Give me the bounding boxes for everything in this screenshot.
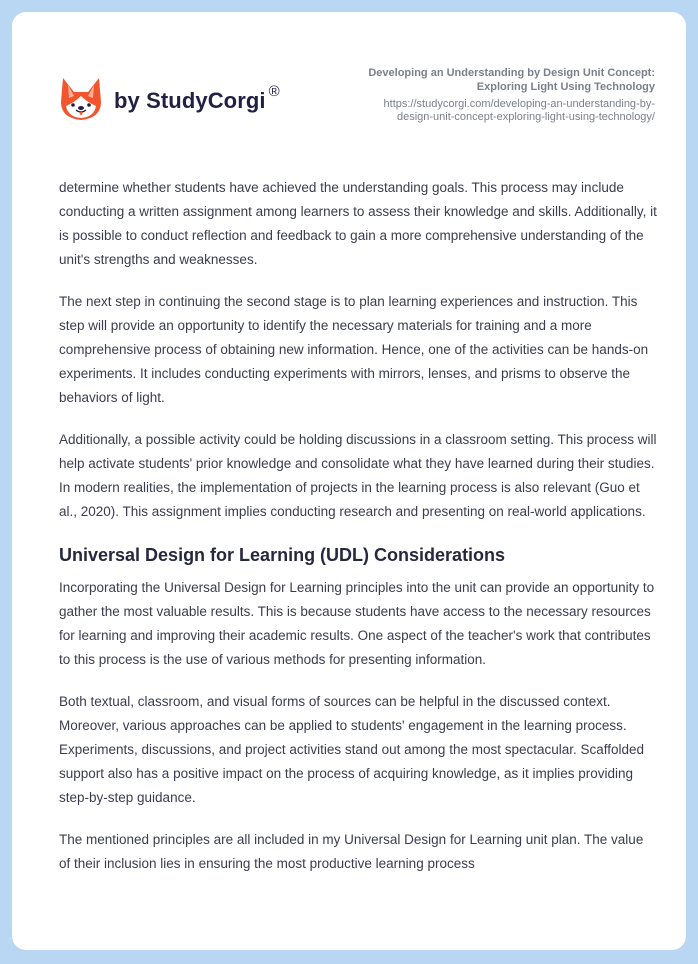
paragraph: Incorporating the Universal Design for Learning principles into the unit can provide an opportunity to gather the most valuable results. This is because students have access to the necessary resources for learning and improving their academic results. One aspect of the teacher's work that contributes to this process is the use of various methods for presenting information. [59, 580, 655, 667]
document-body [59, 176, 657, 894]
corgi-logo-icon [60, 76, 102, 122]
document-title-line-1: Developing an Understanding by Design Unit Concept: [368, 67, 655, 79]
document-page [12, 12, 686, 950]
document-url[interactable] [295, 98, 655, 124]
registered-mark: ® [268, 83, 280, 100]
document-url-line-2[interactable]: design-unit-concept-exploring-light-using-technology/ [396, 111, 655, 123]
paragraph: The mentioned principles are all included in my Universal Design for Learning unit plan. The value of their inclusion lies in ensuring the most productive learning process [59, 832, 644, 871]
brand-name: by StudyCorgi [114, 88, 266, 113]
studycorgi-logo[interactable] [60, 76, 280, 122]
paragraph: Both textual, classroom, and visual forms of sources can be helpful in the discussed context. Moreover, various approaches can be applied to students' engagement in the learning process. Experiments, discussions, and project activities stand out among the most spectacular. Scaffolded support also has a positive impact on the process of acquiring knowledge, as it implies providing step-by-step guidance. [59, 694, 645, 805]
paragraph: determine whether students have achieved the understanding goals. This process may include conducting a written assignment among learners to assess their knowledge and skills. Additionally, it is possible to conduct reflection and feedback to gain a more comprehensive understanding of the unit's strengths and weaknesses. [59, 180, 657, 267]
document-meta [295, 66, 655, 124]
paragraph: The next step in continuing the second stage is to plan learning experiences and instruction. This step will provide an opportunity to identify the necessary materials for training and a more comprehensive process of obtaining new information. Hence, one of the activities can be hands-on experiments. It includes conducting experiments with mirrors, lenses, and prisms to observe the behaviors of light. [59, 294, 649, 405]
paragraph: Additionally, a possible activity could be holding discussions in a classroom setting. This process will help activate students' prior knowledge and consolidate what they have learned during their studies. In modern realities, the implementation of projects in the learning process is also relevant (Guo et al., 2020). This assignment implies conducting research and presenting on real-world applications. [59, 432, 657, 519]
page-header [12, 12, 686, 162]
document-title [295, 66, 655, 94]
document-url-line-1[interactable]: https://studycorgi.com/developing-an-understanding-by- [383, 98, 655, 110]
document-title-line-2: Exploring Light Using Technology [476, 81, 655, 93]
logo-text [114, 83, 280, 114]
section-heading: Universal Design for Learning (UDL) Considerations [59, 545, 506, 565]
